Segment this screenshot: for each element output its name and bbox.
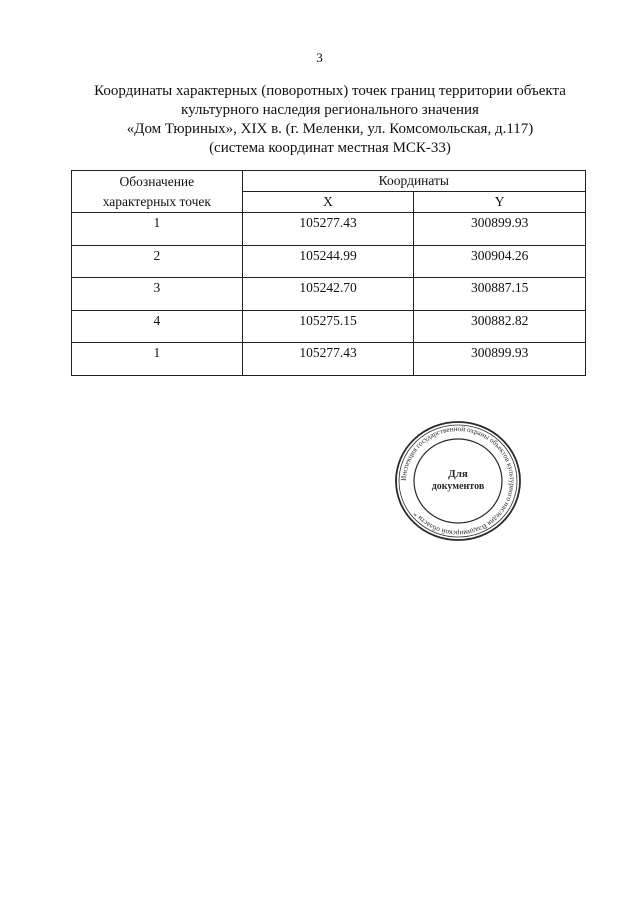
y-cell: 300899.93 xyxy=(414,213,586,246)
table-row xyxy=(72,278,586,311)
point-cell: 2 xyxy=(72,245,243,278)
point-cell: 4 xyxy=(72,310,243,343)
title-line-2: культурного наследия регионального значения xyxy=(181,102,479,118)
y-cell: 300882.82 xyxy=(414,310,586,343)
stamp-center-line-2: документов xyxy=(431,481,485,492)
header-coords-cell: Координаты xyxy=(242,171,585,192)
x-cell: 105242.70 xyxy=(242,278,414,311)
official-stamp xyxy=(394,420,522,542)
x-cell: 105275.15 xyxy=(242,310,414,343)
header-point-line-1: Обозначение xyxy=(119,173,195,189)
x-cell: 105277.43 xyxy=(242,343,414,376)
stamp-seal-icon xyxy=(394,420,522,542)
point-cell: 1 xyxy=(72,343,243,376)
coordinates-table xyxy=(71,170,586,376)
page-number: 3 xyxy=(316,50,323,65)
table-row xyxy=(72,213,586,246)
table-row xyxy=(72,343,586,376)
header-y-cell: Y xyxy=(414,192,586,213)
table-row xyxy=(72,310,586,343)
stamp-center-line-1: Для xyxy=(448,468,468,480)
point-cell: 1 xyxy=(72,213,243,246)
y-cell: 300887.15 xyxy=(414,278,586,311)
title-line-3: «Дом Тюриных», XIX в. (г. Меленки, ул. Комсомольская, д.117) xyxy=(126,121,534,137)
document-title xyxy=(60,82,600,158)
y-cell: 300904.26 xyxy=(414,245,586,278)
title-line-4: (система координат местная МСК-33) xyxy=(209,140,451,156)
table-row xyxy=(72,245,586,278)
header-point-line-2: характерных точек xyxy=(102,193,211,209)
header-point-cell xyxy=(72,171,243,213)
header-x-cell: X xyxy=(242,192,414,213)
x-cell: 105244.99 xyxy=(242,245,414,278)
stamp-ring-text: Инспекция государственной охраны объектов культурного наследия Владимирской области * xyxy=(399,424,517,538)
table-header-row xyxy=(72,171,586,192)
y-cell: 300899.93 xyxy=(414,343,586,376)
x-cell: 105277.43 xyxy=(242,213,414,246)
title-line-1: Координаты характерных (поворотных) точек границ территории объекта xyxy=(94,83,566,99)
point-cell: 3 xyxy=(72,278,243,311)
